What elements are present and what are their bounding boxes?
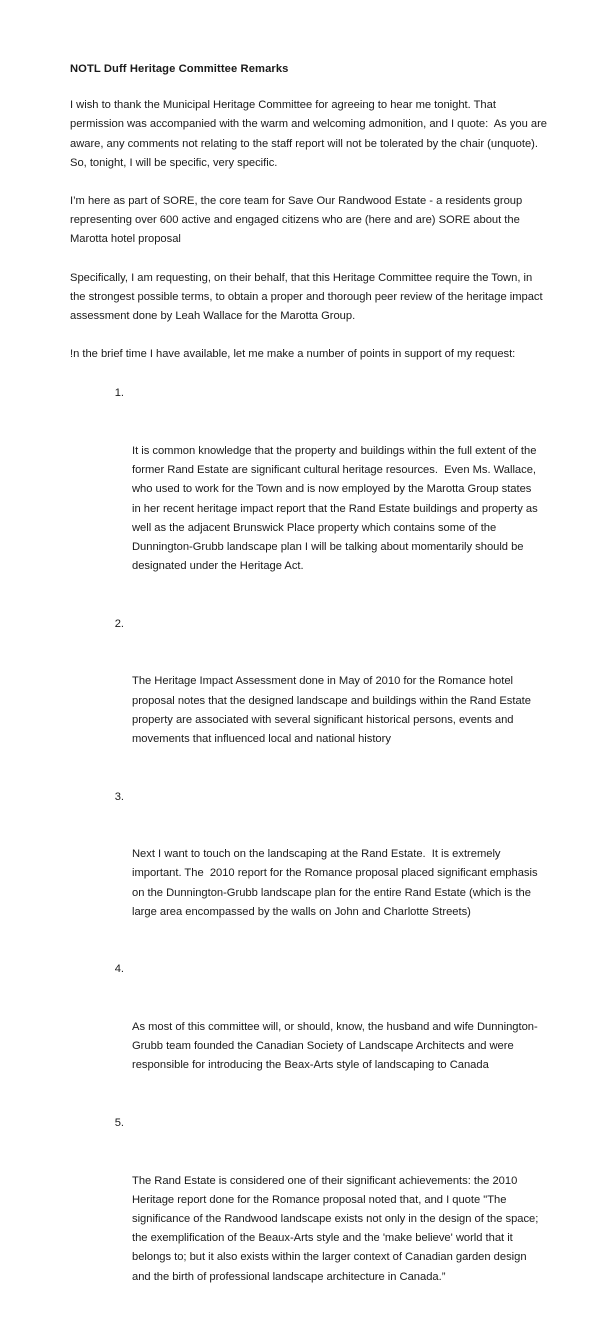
list-item-text: As most of this committee will, or should, know, the husband and wife Dunnington-Grubb team founded the Canadian Society of Landscape Architects and were responsible for introducing the Beax-Arts style of landscaping to Canada — [132, 1021, 538, 1072]
list-item-text: The Heritage Impact Assessment done in May of 2010 for the Romance hotel proposal notes that the designed landscape and buildings within the Rand Estate property are associated with several significant historical persons, events and movements that influenced local and national history — [132, 675, 535, 745]
list-item-marker: 2. — [114, 617, 124, 630]
list-item-marker: 1. — [114, 387, 124, 400]
list-item-text: It is common knowledge that the property and buildings within the full extent of the former Rand Estate are significant cultural heritage resources. Even Ms. Wallace, who used to work for the Town and is now employed by the Marotta Group states in her recent heritage impact report that the Rand Estate buildings and property as well as the adjacent Brunswick Place property which contains some of the Dunnington-Grubb landscape plan I will be talking about momentarily should be designated under the Heritage Act. — [132, 444, 541, 573]
page-title: NOTL Duff Heritage Committee Remarks — [70, 63, 289, 75]
paragraph-opening-remarks: I wish to thank the Municipal Heritage Committee for agreeing to hear me tonight. That permission was accompanied with the warm and welcoming admonition, and I quote: As you are aware, any comments not relating to the staff report will not be tolerated by the chair (unquote). So, tonight, I will be specific, very specific. — [70, 99, 551, 169]
paragraph-sore-introduction: I’m here as part of SORE, the core team for Save Our Randwood Estate - a residents group representing over 600 active and engaged citizens who are (here and are) SORE about the Marotta hotel proposal — [70, 194, 526, 246]
list-item — [99, 788, 540, 961]
list-item — [99, 1114, 540, 1325]
list-item — [99, 615, 540, 788]
points-list — [99, 384, 540, 1325]
paragraph-request: Specifically, I am requesting, on their behalf, that this Heritage Committee require the Town, in the strongest possible terms, to obtain a proper and thorough peer review of the heritage impact assessment done by Leah Wallace for the Marotta Group. — [70, 271, 546, 322]
list-item-marker: 5. — [114, 1117, 124, 1130]
paragraph-points-intro: !n the brief time I have available, let me make a number of points in support of my request: — [70, 348, 516, 361]
list-item — [99, 960, 540, 1114]
list-item-text: The Rand Estate is considered one of their significant achievements: the 2010 Heritage report done for the Romance proposal noted that, and I quote "The significance of the Randwood landscape exists not only in the design of the space; the exemplification of the Beaux-Arts style and the 'make believe' world that it belongs to; but it also exists within the larger context of Canadian garden design and the birth of professional landscape architecture in Canada.” — [132, 1174, 542, 1283]
list-item-marker: 3. — [114, 790, 124, 803]
list-item-text: Next I want to touch on the landscaping at the Rand Estate. It is extremely important. The 2010 report for the Romance proposal placed significant emphasis on the Dunnington-Grubb landscape plan for the entire Rand Estate (which is the large area encompassed by the walls on John and Charlotte Streets) — [132, 848, 541, 918]
list-item-marker: 4. — [114, 963, 124, 976]
numbered-points-list — [99, 384, 540, 1325]
list-item — [99, 384, 540, 614]
